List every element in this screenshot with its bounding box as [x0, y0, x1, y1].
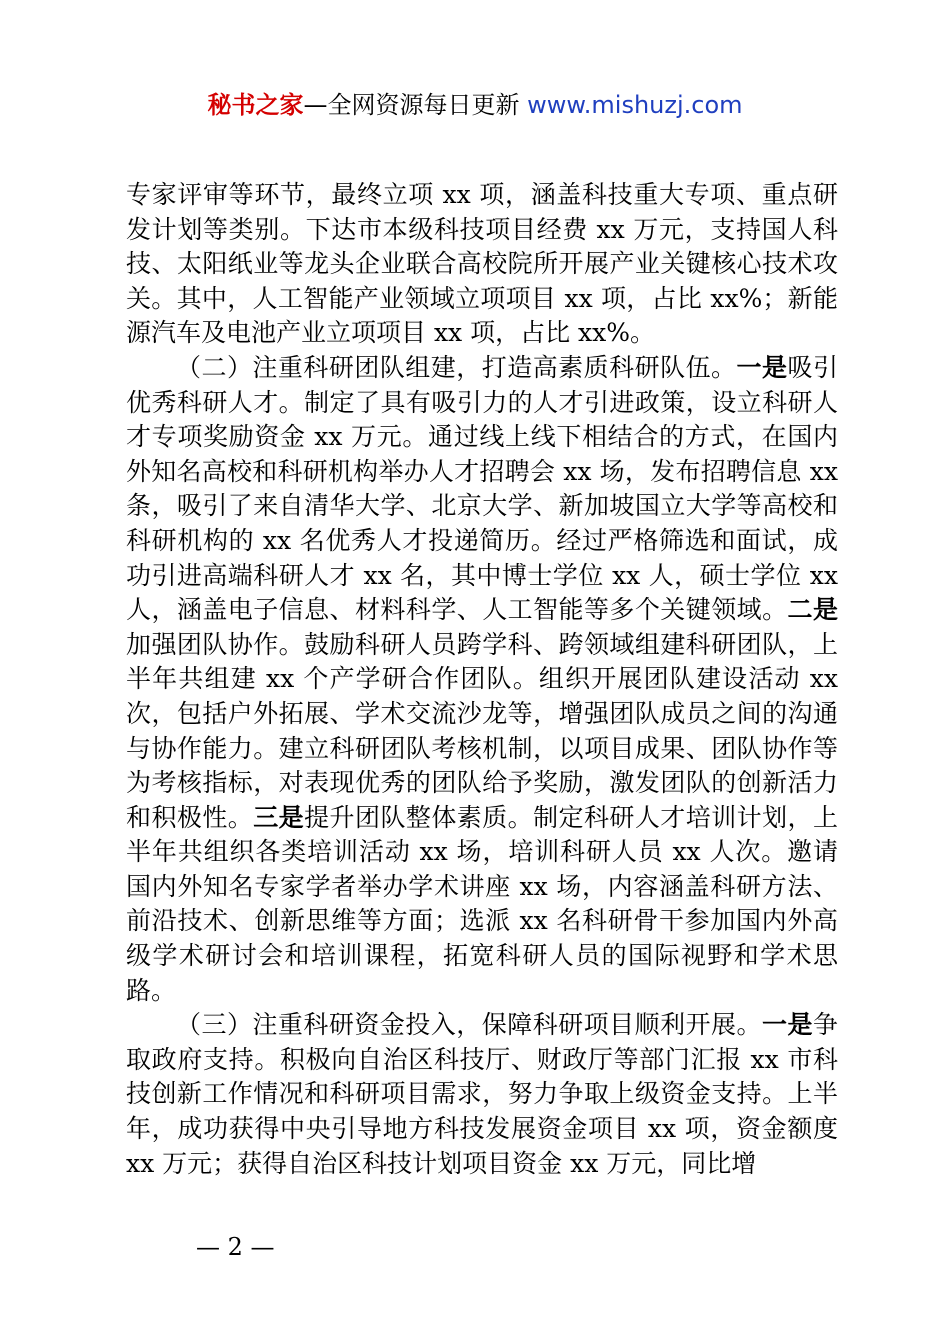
bold-marker: 一是 [762, 1010, 813, 1040]
site-header [0, 88, 950, 122]
paragraph-text: 提升团队整体素质。制定科研人才培训计划，上半年共组织各类培训活动 xx 场，培训科研人员 xx 人次。邀请国内外知名专家学者举办学术讲座 xx 场，内容涵盖科研方法、前沿技术、创新思维等方面；选派 xx 名科研骨干参加国内外高级学术研讨会和培训课程，拓宽科研人员的国际视野和学术思路。 [126, 802, 838, 1005]
paragraph-text: 争取政府支持。积极向自治区科技厅、财政厅等部门汇报 xx 市科技创新工作情况和科研项目需求，努力争取上级资金支持。上半年，成功获得中央引导地方科技发展资金项目 xx 项，资金额度 xx 万元；获得自治区科技计划项目资金 xx 万元，同比增 [126, 1010, 838, 1178]
bold-marker: 三是 [253, 802, 305, 832]
paragraph-text: 加强团队协作。鼓励科研人员跨学科、跨领域组建科研团队，上半年共组建 xx 个产学研合作团队。组织开展团队建设活动 xx 次，包括户外拓展、学术交流沙龙等，增强团队成员之间的沟通与协作能力。建立科研团队考核机制，以项目成果、团队协作等为考核指标，对表现优秀的团队给予奖励，激发团队的创新活力和积极性。 [126, 629, 838, 832]
paragraph [126, 1008, 838, 1181]
section-heading: （二）注重科研团队组建，打造高素质科研队伍。 [176, 352, 737, 382]
paragraph [126, 351, 838, 1008]
bold-marker: 二是 [787, 595, 838, 625]
page-number: — 2 — [196, 1233, 275, 1261]
header-url-link[interactable]: www.mishuzj.com [527, 91, 743, 119]
header-brand: 秘书之家 [207, 91, 304, 119]
paragraph-text: 吸引优秀科研人才。制定了具有吸引力的人才引进政策，设立科研人才专项奖励资金 xx 万元。通过线上线下相结合的方式，在国内外知名高校和科研机构举办人才招聘会 xx 场，发布招聘信息 xx 条，吸引了来自清华大学、北京大学、新加坡国立大学等高校和科研机构的 xx 名优秀人才投递简历。经过严格筛选和面试，成功引进高端科研人才 xx 名，其中博士学位 xx 人，硕士学位 xx 人，涵盖电子信息、材料科学、人工智能等多个关键领域。 [126, 352, 838, 625]
document-body [126, 178, 838, 1181]
paragraph [126, 178, 838, 351]
header-slogan: —全网资源每日更新 [303, 91, 528, 119]
bold-marker: 一是 [736, 352, 788, 382]
section-heading: （三）注重科研资金投入，保障科研项目顺利开展。 [176, 1010, 762, 1040]
paragraph-text: 专家评审等环节，最终立项 xx 项，涵盖科技重大专项、重点研发计划等类别。下达市本级科技项目经费 xx 万元，支持国人科技、太阳纸业等龙头企业联合高校院所开展产业关键核心技术攻关。其中，人工智能产业领域立项项目 xx 项，占比 xx%；新能源汽车及电池产业立项项目 xx 项，占比 xx%。 [126, 180, 838, 348]
